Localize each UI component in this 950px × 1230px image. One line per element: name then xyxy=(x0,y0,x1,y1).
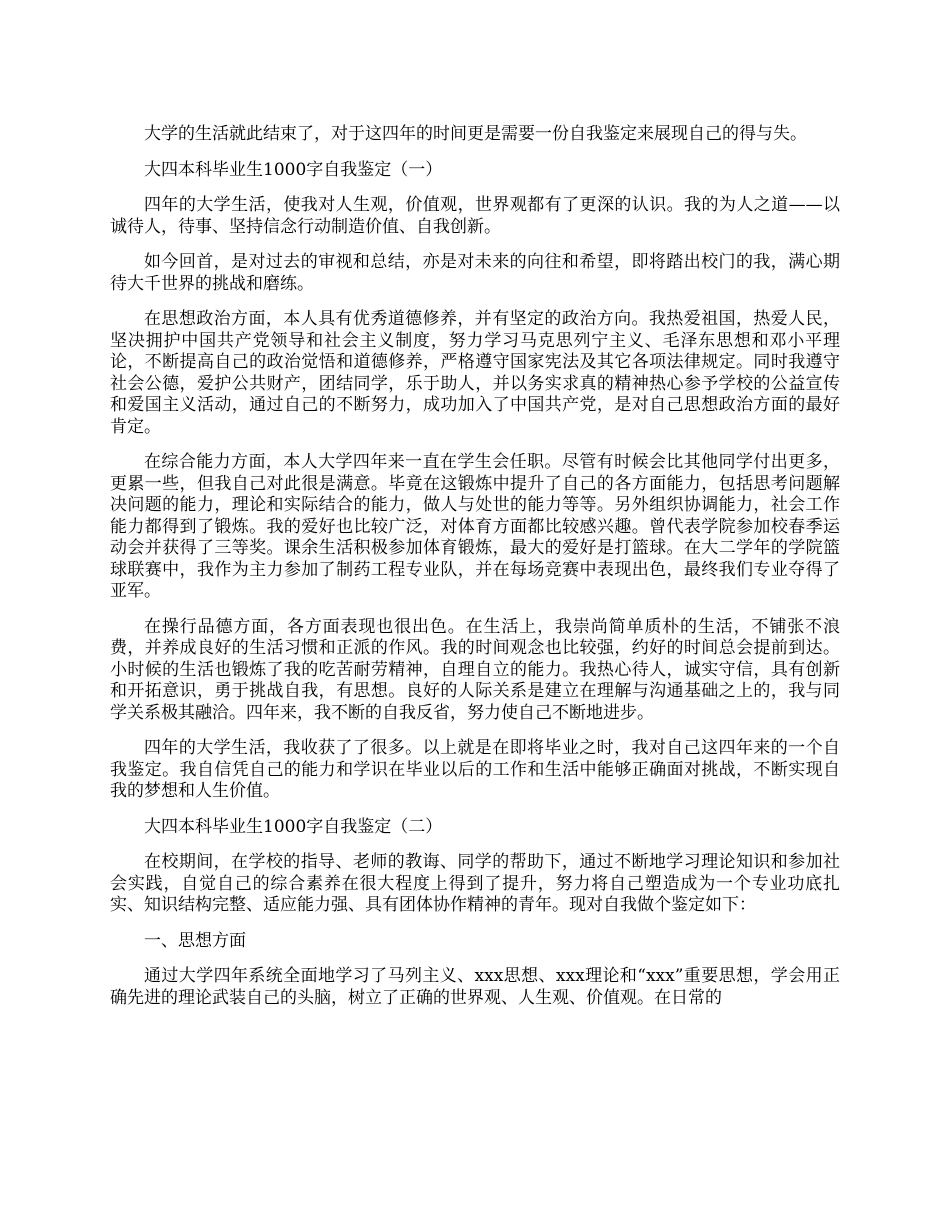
paragraph: 在综合能力方面，本人大学四年来一直在学生会任职。尽管有时候会比其他同学付出更多，更累一些，但我自己对此很是满意。毕竟在这锻炼中提升了自己的各方面能力，包括思考问题解决问题的能力，理论和实际结合的能力，做人与处世的能力等等。另外组织协调能力，社会工作能力都得到了锻炼。我的爱好也比较广泛，对体育方面都比较感兴趣。曾代表学院参加校春季运动会并获得了三等奖。课余生活积极参加体育锻炼，最大的爱好是打篮球。在大二学年的学院篮球联赛中，我作为主力参加了制药工程专业队，并在每场竞赛中表现出色，最终我们专业夺得了亚军。 xyxy=(110,452,840,601)
paragraph: 如今回首，是对过去的审视和总结，亦是对未来的向往和希望，即将踏出校门的我，满心期待大千世界的挑战和磨练。 xyxy=(110,252,840,294)
section-heading-one: 大四本科毕业生1000字自我鉴定（一） xyxy=(144,159,443,180)
intro-paragraph: 大学的生活就此结束了，对于这四年的时间更是需要一份自我鉴定来展现自己的得与失。 xyxy=(144,124,807,144)
document-body xyxy=(110,124,840,1023)
paragraph: 四年的大学生活，使我对人生观，价值观，世界观都有了更深的认识。我的为人之道——以诚待人，待事、坚持信念行动制造价值、自我创新。 xyxy=(110,195,840,237)
section-heading-two: 大四本科毕业生1000字自我鉴定（二） xyxy=(144,816,443,837)
paragraph: 在思想政治方面，本人具有优秀道德修养，并有坚定的政治方向。我热爱祖国，热爱人民，坚决拥护中国共产党领导和社会主义制度，努力学习马克思列宁主义、毛泽东思想和邓小平理论，不断提高自己的政治觉悟和道德修养，严格遵守国家宪法及其它各项法律规定。同时我遵守社会公德，爱护公共财产，团结同学，乐于助人，并以务实求真的精神热心参予学校的公益宣传和爱国主义活动，通过自己的不断努力，成功加入了中国共产党，是对自己思想政治方面的最好肯定。 xyxy=(110,309,840,437)
paragraph: 在操行品德方面，各方面表现也很出色。在生活上，我崇尚简单质朴的生活，不铺张不浪费，并养成良好的生活习惯和正派的作风。我的时间观念也比较强，约好的时间总会提前到达。小时候的生活也锻炼了我的吃苦耐劳精神，自理自立的能力。我热心待人，诚实守信，具有创新和开拓意识，勇于挑战自我，有思想。良好的人际关系是建立在理解与沟通基础之上的，我与同学关系极其融洽。四年来，我不断的自我反省，努力使自己不断地进步。 xyxy=(110,616,840,723)
paragraph: 四年的大学生活，我收获了了很多。以上就是在即将毕业之时，我对自己这四年来的一个自我鉴定。我自信凭自己的能力和学识在毕业以后的工作和生活中能够正确面对挑战，不断实现自我的梦想和人生价值。 xyxy=(110,738,840,801)
paragraph: 在校期间，在学校的指导、老师的教诲、同学的帮助下，通过不断地学习理论知识和参加社会实践，自觉自己的综合素养在很大程度上得到了提升，努力将自己塑造成为一个专业功底扎实、知识结构完整、适应能力强、具有团体协作精神的青年。现对自我做个鉴定如下： xyxy=(110,852,840,915)
paragraph: 通过大学四年系统全面地学习了马列主义、xxx思想、xxx理论和“xxx”重要思想，学会用正确先进的理论武装自己的头脑，树立了正确的世界观、人生观、价值观。在日常的 xyxy=(110,966,840,1008)
subsection-heading: 一、思想方面 xyxy=(144,930,246,951)
